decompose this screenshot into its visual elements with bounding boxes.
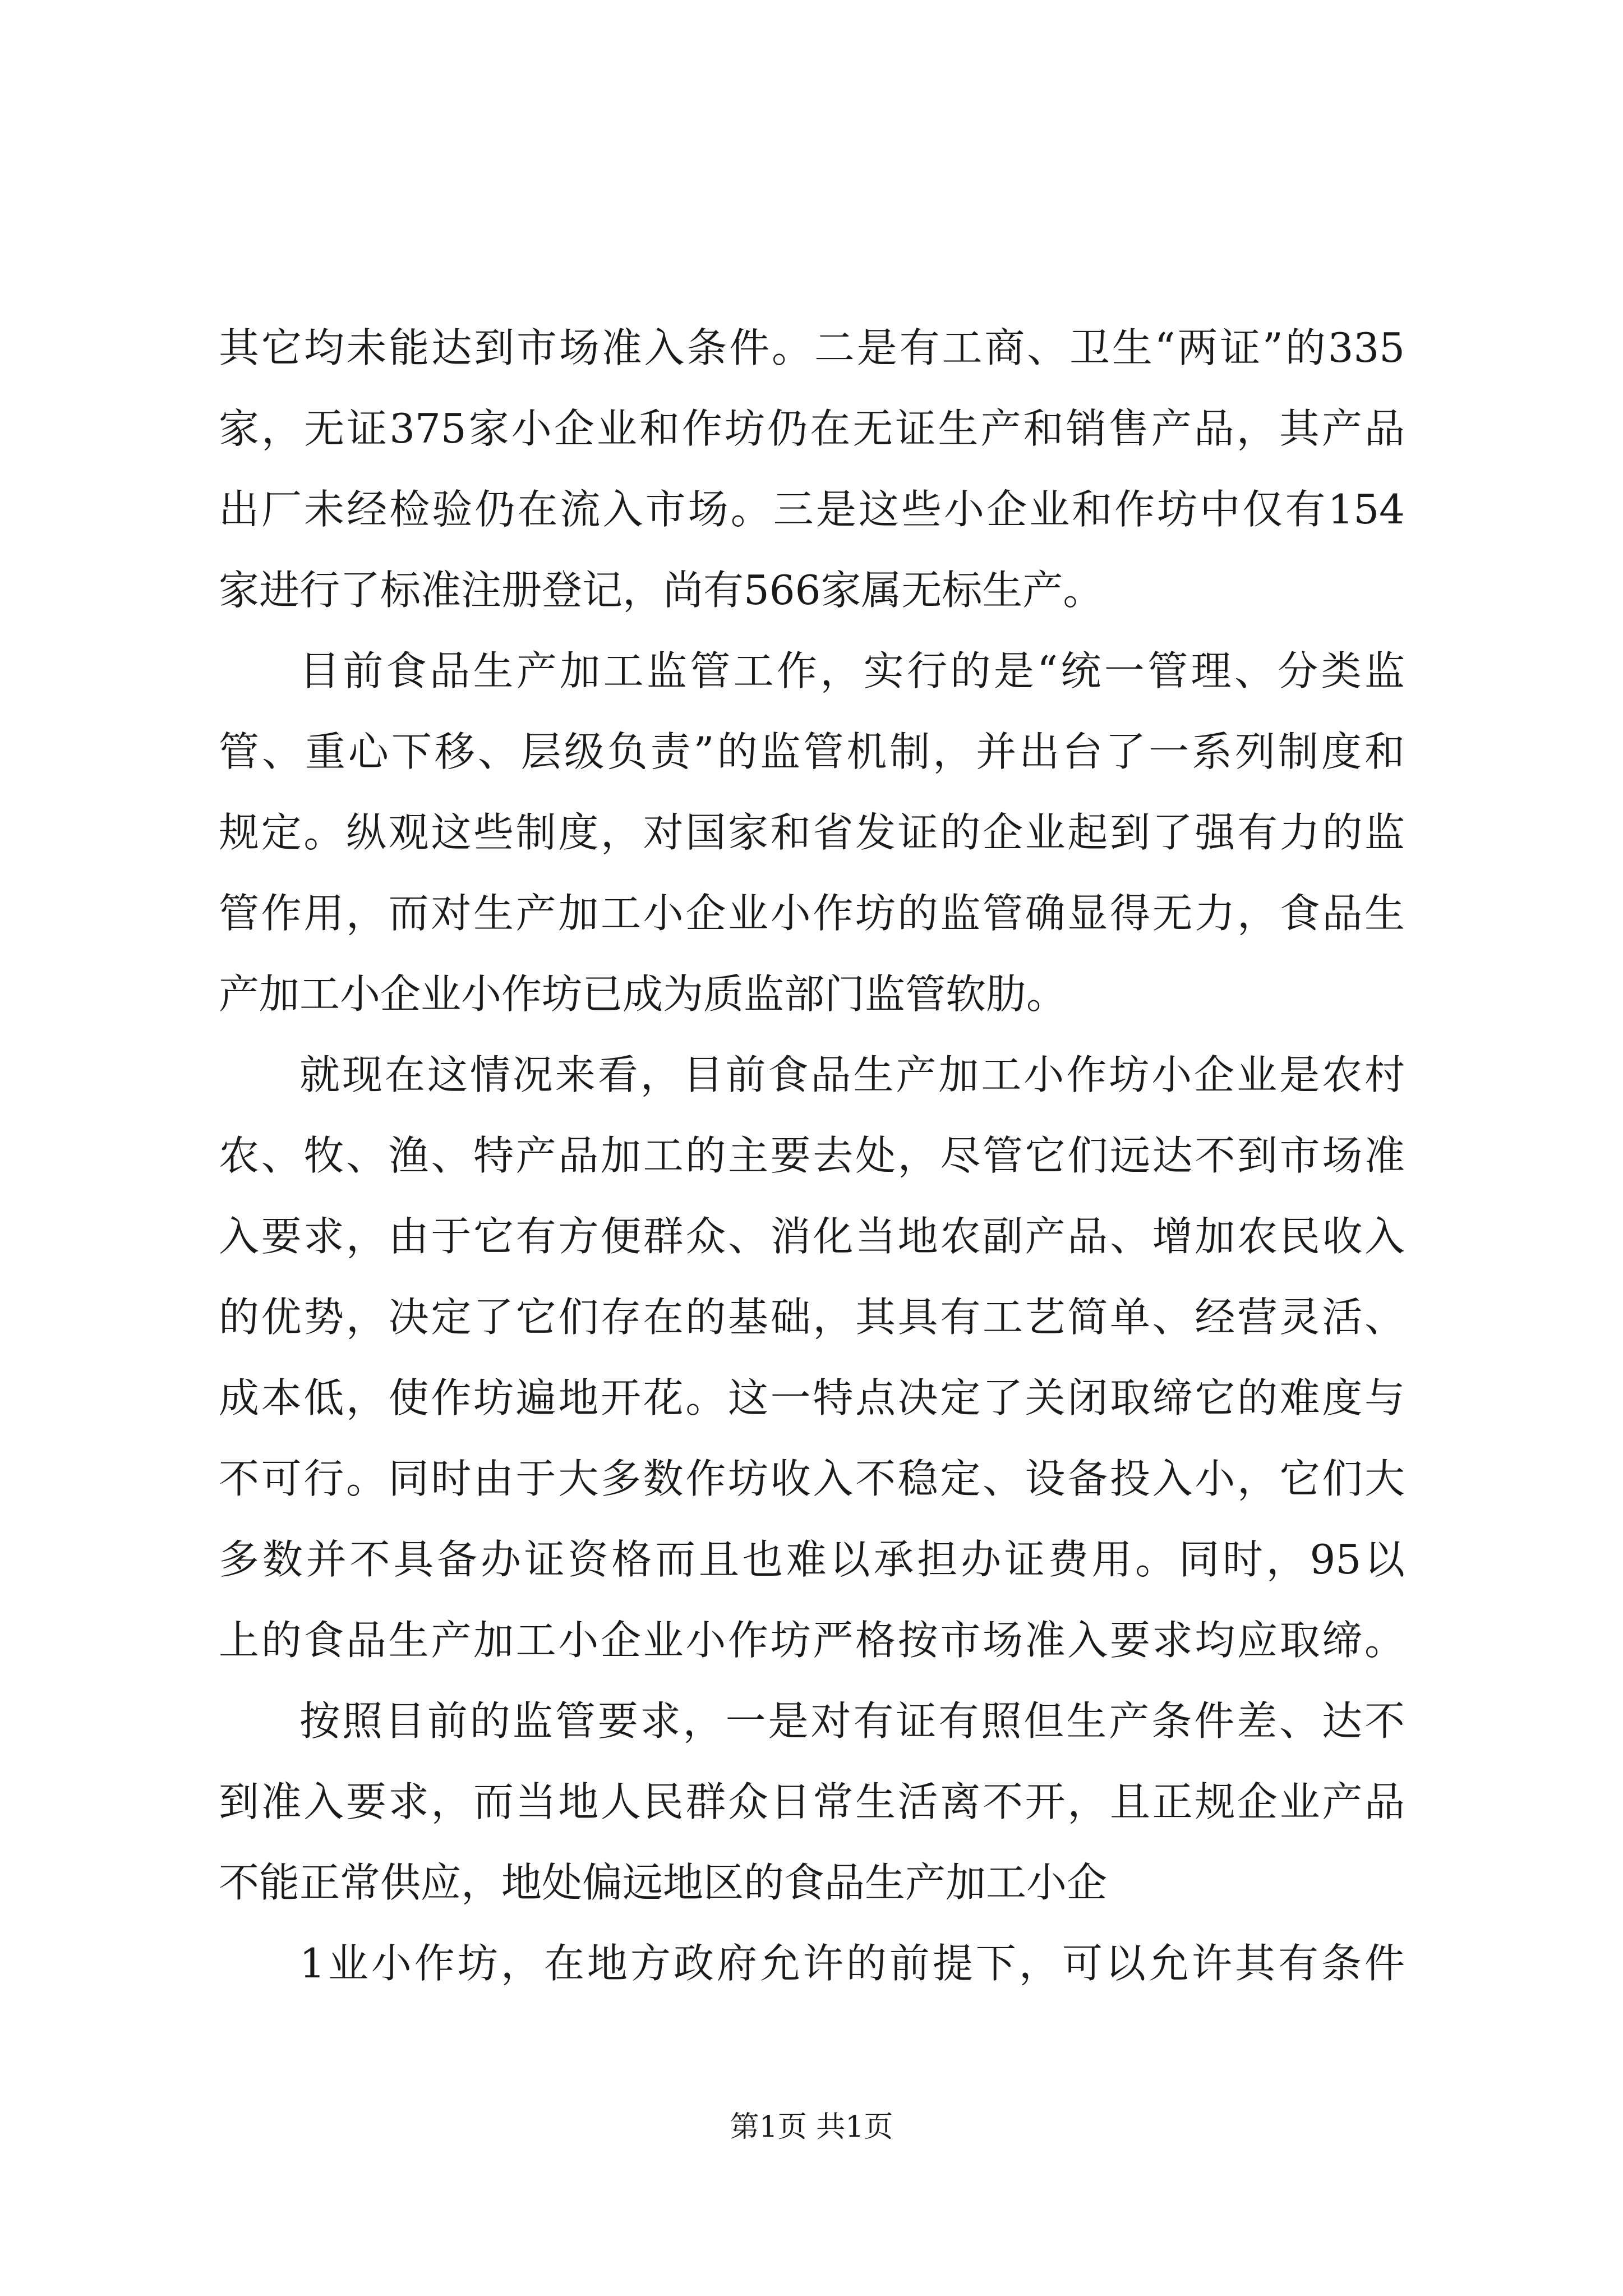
text-line: 出厂未经检验仍在流入市场。三是这些小企业和作坊中仅有154 [219, 486, 1405, 533]
text-line: 管作用，而对生产加工小企业小作坊的监管确显得无力，食品生 [219, 890, 1405, 937]
page-footer: 第1页 共1页 [730, 2110, 893, 2144]
body-text [219, 307, 1405, 2004]
text-line: 成本低，使作坊遍地开花。这一特点决定了关闭取缔它的难度与 [219, 1374, 1405, 1421]
text-line: 不能正常供应，地处偏远地区的食品生产加工小企 [219, 1859, 1108, 1906]
text-line: 农、牧、渔、特产品加工的主要去处，尽管它们远达不到市场准 [219, 1132, 1405, 1179]
text-line: 就现在这情况来看，目前食品生产加工小作坊小企业是农村 [299, 1051, 1405, 1098]
text-line: 管、重心下移、层级负责”的监管机制，并出台了一系列制度和 [219, 728, 1405, 775]
text-line: 规定。纵观这些制度，对国家和省发证的企业起到了强有力的监 [219, 809, 1405, 856]
text-line: 其它均未能达到市场准入条件。二是有工商、卫生“两证”的335 [219, 324, 1405, 371]
text-line: 家进行了标准注册登记，尚有566家属无标生产。 [219, 567, 1104, 614]
text-line: 入要求，由于它有方便群众、消化当地农副产品、增加农民收入 [219, 1213, 1405, 1260]
text-line: 家，无证375家小企业和作坊仍在无证生产和销售产品，其产品 [219, 405, 1405, 452]
text-line: 的优势，决定了它们存在的基础，其具有工艺简单、经营灵活、 [219, 1294, 1405, 1341]
text-line: 产加工小企业小作坊已成为质监部门监管软肋。 [219, 970, 1067, 1018]
text-line: 按照目前的监管要求，一是对有证有照但生产条件差、达不 [299, 1697, 1405, 1745]
text-line: 1业小作坊，在地方政府允许的前提下，可以允许其有条件 [299, 1940, 1405, 1987]
text-line: 上的食品生产加工小企业小作坊严格按市场准入要求均应取缔。 [219, 1617, 1405, 1664]
text-line: 到准入要求，而当地人民群众日常生活离不开，且正规企业产品 [219, 1778, 1405, 1825]
text-line: 目前食品生产加工监管工作，实行的是“统一管理、分类监 [299, 647, 1405, 694]
text-line: 多数并不具备办证资格而且也难以承担办证费用。同时，95以 [219, 1536, 1405, 1583]
text-line: 不可行。同时由于大多数作坊收入不稳定、设备投入小，它们大 [219, 1455, 1405, 1502]
